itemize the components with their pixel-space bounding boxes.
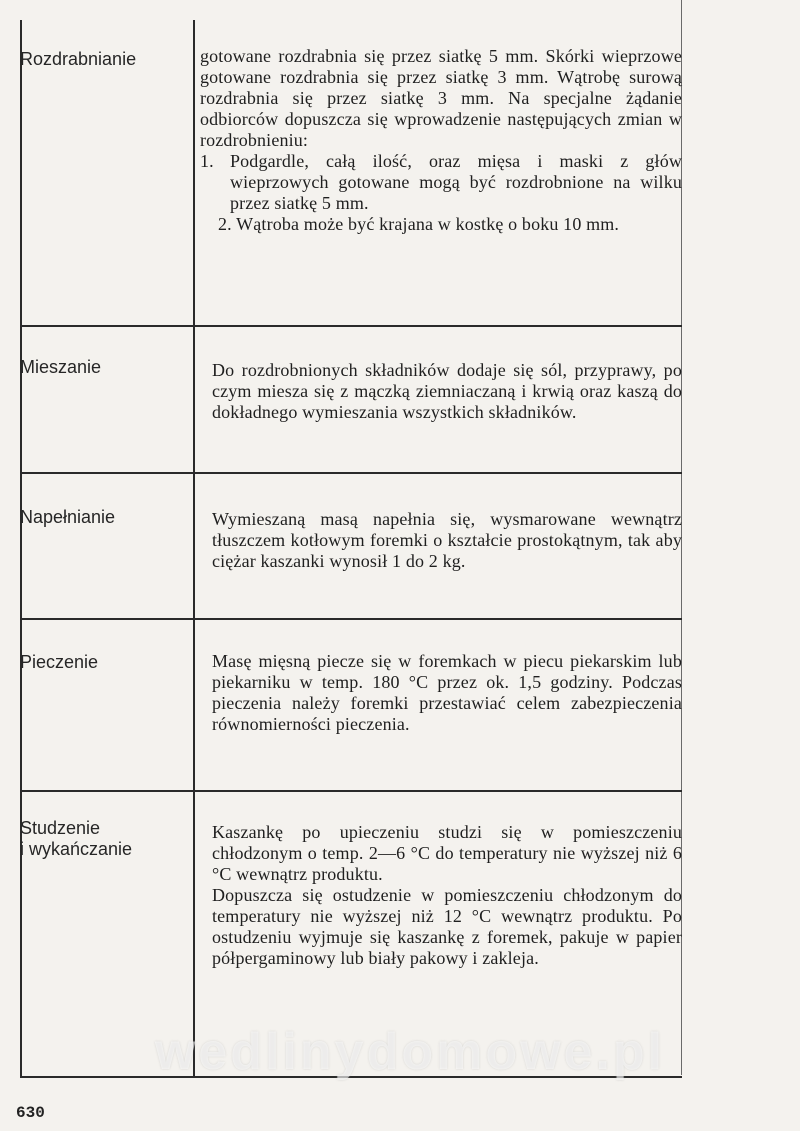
row-label-text: Pieczenie <box>20 652 99 672</box>
list-item <box>200 214 682 235</box>
row-divider <box>20 325 682 327</box>
row-label <box>20 652 192 673</box>
list-item-number: 2. <box>218 214 232 234</box>
row-label <box>20 507 192 528</box>
description-paragraph: Kaszankę po upieczeniu studzi się w pomieszczeniu chłodzonym o temp. 2—6 °C do temperatury nie wyższej niż 6 °C wewnątrz produktu. <box>212 822 682 884</box>
description-paragraph: gotowane rozdrabnia się przez siatkę 5 mm. Skórki wieprzowe gotowane rozdrabnia się przez siatkę 3 mm. Wątrobę surową rozdrabnia się przez siatkę 3 mm. Na specjalne żądanie odbiorców dopuszcza się wprowadzenie następujących zmian w rozdrobnieniu: <box>200 46 682 150</box>
watermark-text: wedlinydomowe.pl <box>154 1023 666 1081</box>
list-item <box>200 151 682 214</box>
list-item-text: Podgardle, całą ilość, oraz mięsa i maski z głów wieprzowych gotowane mogą być rozdrobnione na wilku przez siatkę 5 mm. <box>230 151 682 213</box>
row-label <box>20 357 192 378</box>
table-left-border <box>20 20 22 1078</box>
row-description <box>212 822 682 969</box>
description-paragraph: Wymieszaną masą napełnia się, wysmarowane wewnątrz tłuszczem kotłowym foremki o kształcie prostokątnym, tak aby ciężar kaszanki wynosił 1 do 2 kg. <box>212 509 682 571</box>
row-description <box>212 360 682 423</box>
description-paragraph: Masę mięsną piecze się w foremkach w piecu piekarskim lub piekarniku w temp. 180 °C przez ok. 1,5 godziny. Podczas pieczenia należy foremki przestawiać celem zabezpieczenia równomierności pieczenia. <box>212 651 682 734</box>
row-label-text: Rozdrabnianie <box>20 49 137 69</box>
table-column-divider <box>193 20 195 1078</box>
row-label-line: Studzenie <box>20 818 101 838</box>
row-description <box>212 509 682 572</box>
page-number: 630 <box>16 1104 45 1122</box>
row-label-text: Mieszanie <box>20 357 102 377</box>
row-label-text: Napełnianie <box>20 507 116 527</box>
row-description <box>212 651 682 735</box>
list-item-number: 1. <box>200 151 214 171</box>
description-paragraph: Do rozdrobnionych składników dodaje się sól, przyprawy, po czym miesza się z mączką ziemniaczaną i krwią oraz kaszą do dokładnego wymieszania wszystkich składników. <box>212 360 682 422</box>
row-description <box>200 46 682 235</box>
row-divider <box>20 790 682 792</box>
row-label-line: i wykańczanie <box>20 839 133 859</box>
row-divider <box>20 472 682 474</box>
row-label <box>20 818 192 860</box>
list-item-text: Wątroba może być krajana w kostkę o boku 10 mm. <box>236 214 620 234</box>
row-label <box>20 49 192 70</box>
description-paragraph: Dopuszcza się ostudzenie w pomieszczeniu chłodzonym do temperatury nie wyższej niż 12 °C wewnątrz produktu. Po ostudzeniu wyjmuje się kaszankę z foremek, pakuje w papier półpergaminowy lub biały pakowy i zakleja. <box>212 885 682 968</box>
row-divider <box>20 618 682 620</box>
